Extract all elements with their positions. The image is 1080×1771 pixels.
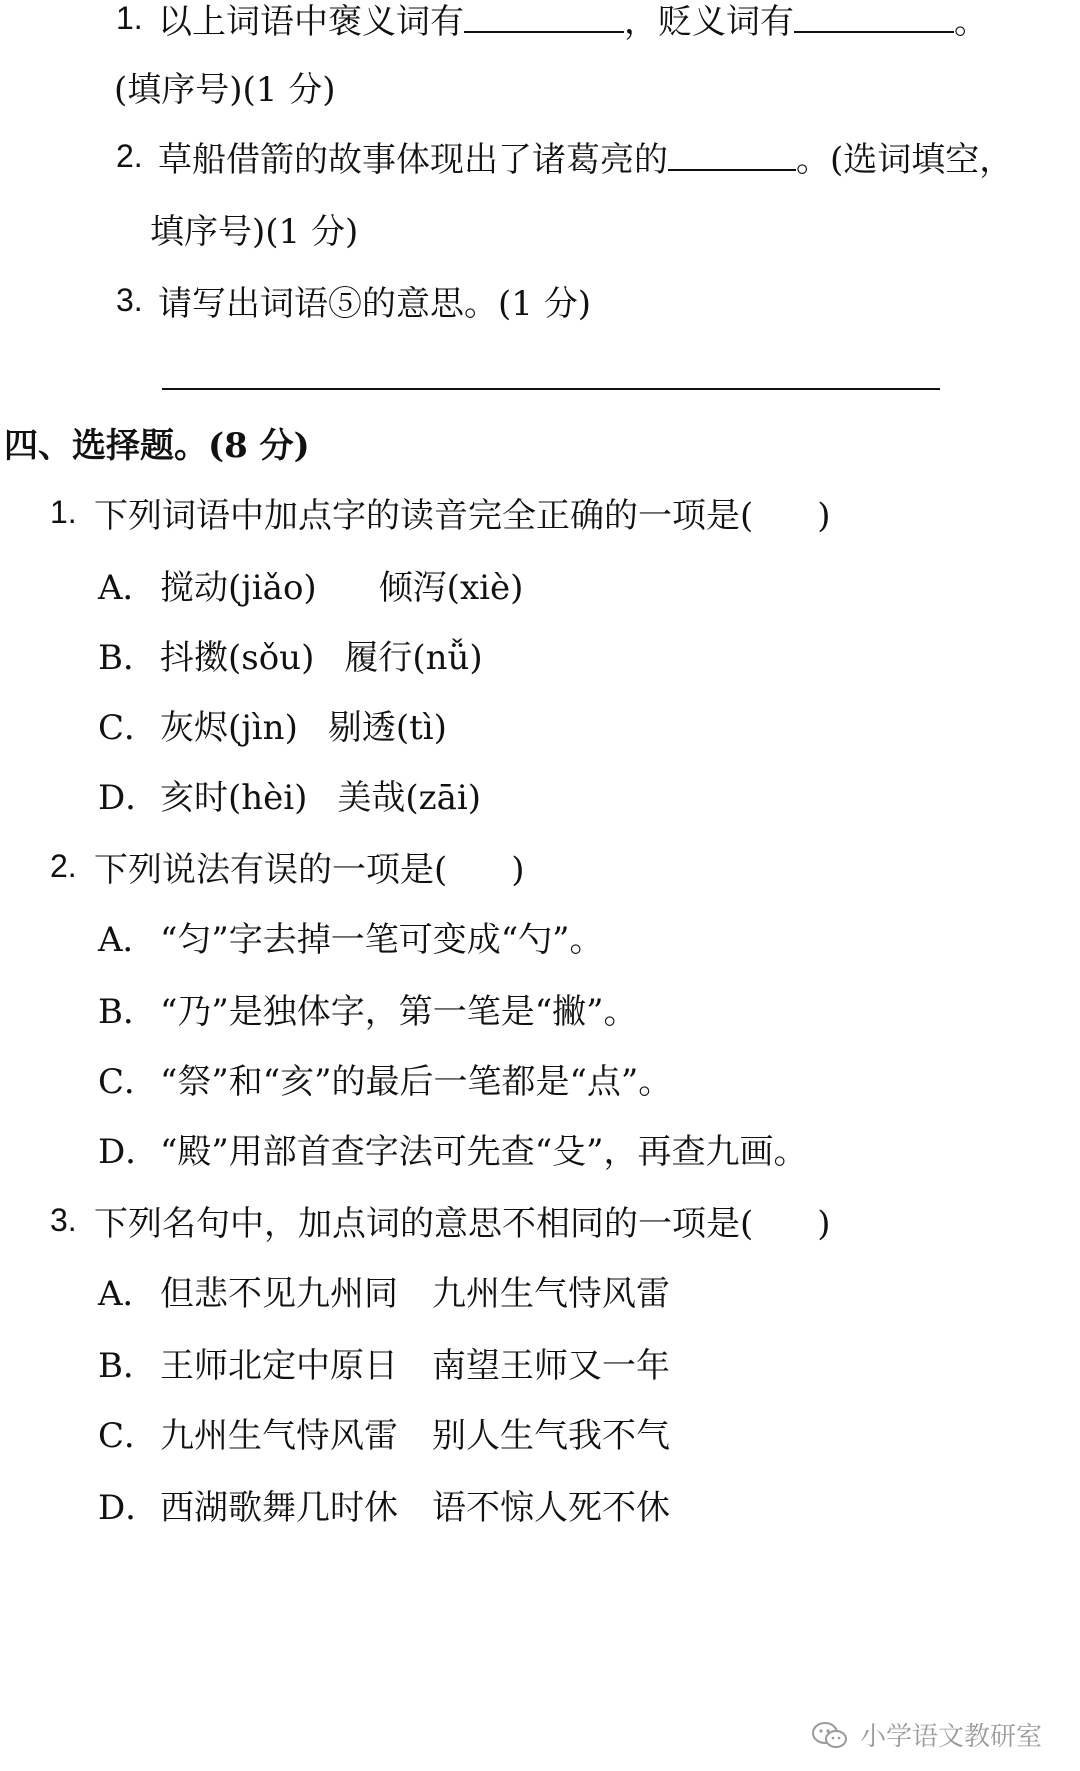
option-verse-2: 别人生气我不气 [432, 1416, 670, 1456]
s3-q1-text-b: ，贬义词有 [624, 2, 794, 42]
watermark [810, 1716, 1042, 1753]
option-verse-2: 南望王师又一年 [432, 1346, 670, 1386]
option-word-1: 亥时(hèi) [160, 778, 308, 818]
s4-q1-stem [94, 494, 831, 538]
option-word-2: 倾泻(xiè) [378, 568, 524, 608]
s4-q2-option-b [98, 990, 638, 1034]
option-word-2: 剔透(tì) [327, 708, 447, 748]
option-verse-2: 九州生气恃风雷 [432, 1274, 670, 1314]
s4-q2-option-a [98, 918, 604, 962]
option-word-2: 履行(nǚ) [344, 638, 483, 678]
s4-q2-option-c [98, 1060, 672, 1104]
option-text: “祭”和“亥”的最后一笔都是“点”。 [160, 1062, 673, 1102]
option-word-1: 灰烬(jìn) [160, 708, 298, 748]
wechat-icon [810, 1720, 850, 1750]
s3-q2-text-a: 草船借箭的故事体现出了诸葛亮的 [158, 140, 668, 180]
option-label: C． [98, 1416, 159, 1456]
option-verse-1: 西湖歌舞几时休 [160, 1488, 398, 1528]
s4-q1-close-paren: ) [817, 496, 831, 536]
option-text: “匀”字去掉一笔可变成“勺”。 [160, 920, 604, 960]
option-verse-1: 但悲不见九州同 [160, 1274, 398, 1314]
option-label: A． [98, 920, 157, 960]
s3-q1-text-a: 以上词语中褒义词有 [158, 2, 464, 42]
s4-q1-stem-text: 下列词语中加点字的读音完全正确的一项是( [94, 496, 754, 536]
s4-q3-number: 3. [50, 1202, 77, 1238]
s3-q1-text-c: 。 [954, 2, 988, 42]
s4-q2-number: 2. [50, 848, 77, 884]
s3-q2-line1 [158, 138, 1013, 182]
option-label: A． [98, 568, 157, 608]
option-label: C． [98, 1062, 159, 1102]
s4-q1-number: 1. [50, 494, 77, 530]
s4-q3-stem [94, 1202, 831, 1246]
option-label: C． [98, 708, 159, 748]
s4-q2-stem-text: 下列说法有误的一项是( [94, 850, 448, 890]
s3-q3-text: 请写出词语⑤的意思。(1 分) [158, 284, 591, 324]
option-word-2: 美哉(zāi) [337, 778, 482, 818]
option-label: D． [98, 1488, 160, 1528]
option-label: B． [98, 638, 157, 678]
s3-q2-number: 2. [116, 138, 143, 174]
s3-q2-blank[interactable] [668, 139, 796, 171]
s3-q1-blank-positive[interactable] [464, 1, 624, 33]
s3-q1-number: 1. [116, 0, 143, 36]
s4-q3-option-c [98, 1414, 670, 1458]
s4-q1-option-a [98, 566, 523, 610]
s4-q2-stem [94, 848, 525, 892]
option-word-1: 搅动(jiǎo) [160, 568, 317, 608]
s3-q3-answer-line[interactable] [162, 388, 940, 390]
watermark-text: 小学语文教研室 [859, 1722, 1042, 1752]
option-label: A． [98, 1274, 157, 1314]
option-label: D． [98, 778, 160, 818]
option-label: D． [98, 1132, 160, 1172]
s4-q3-close-paren: ) [817, 1204, 831, 1244]
s3-q3-number: 3. [116, 282, 143, 318]
section4-heading: 四、选择题。(8 分) [4, 426, 310, 466]
option-word-1: 抖擞(sǒu) [160, 638, 315, 678]
s4-q2-option-d [98, 1130, 808, 1174]
s4-q1-option-d [98, 776, 481, 820]
s3-q2-text-b: 。(选词填空， [796, 140, 1014, 180]
option-text: “乃”是独体字，第一笔是“撇”。 [160, 992, 638, 1032]
option-label: B． [98, 992, 157, 1032]
option-verse-1: 九州生气恃风雷 [160, 1416, 398, 1456]
s4-q3-stem-text: 下列名句中，加点词的意思不相同的一项是( [94, 1204, 754, 1244]
s4-q1-option-c [98, 706, 447, 750]
s3-q2-line2: 填序号)(1 分) [150, 212, 359, 252]
s3-q1-line2: (填序号)(1 分) [114, 70, 336, 110]
s4-q3-option-b [98, 1344, 670, 1388]
s4-q1-option-b [98, 636, 483, 680]
option-label: B． [98, 1346, 157, 1386]
option-verse-2: 语不惊人死不休 [432, 1488, 670, 1528]
s4-q3-option-a [98, 1272, 670, 1316]
s4-q3-option-d [98, 1486, 670, 1530]
option-verse-1: 王师北定中原日 [160, 1346, 398, 1386]
s3-q1-line1 [158, 0, 988, 44]
s3-q1-blank-negative[interactable] [794, 1, 954, 33]
option-text: “殿”用部首查字法可先查“殳”，再查九画。 [160, 1132, 808, 1172]
s4-q2-close-paren: ) [511, 850, 525, 890]
